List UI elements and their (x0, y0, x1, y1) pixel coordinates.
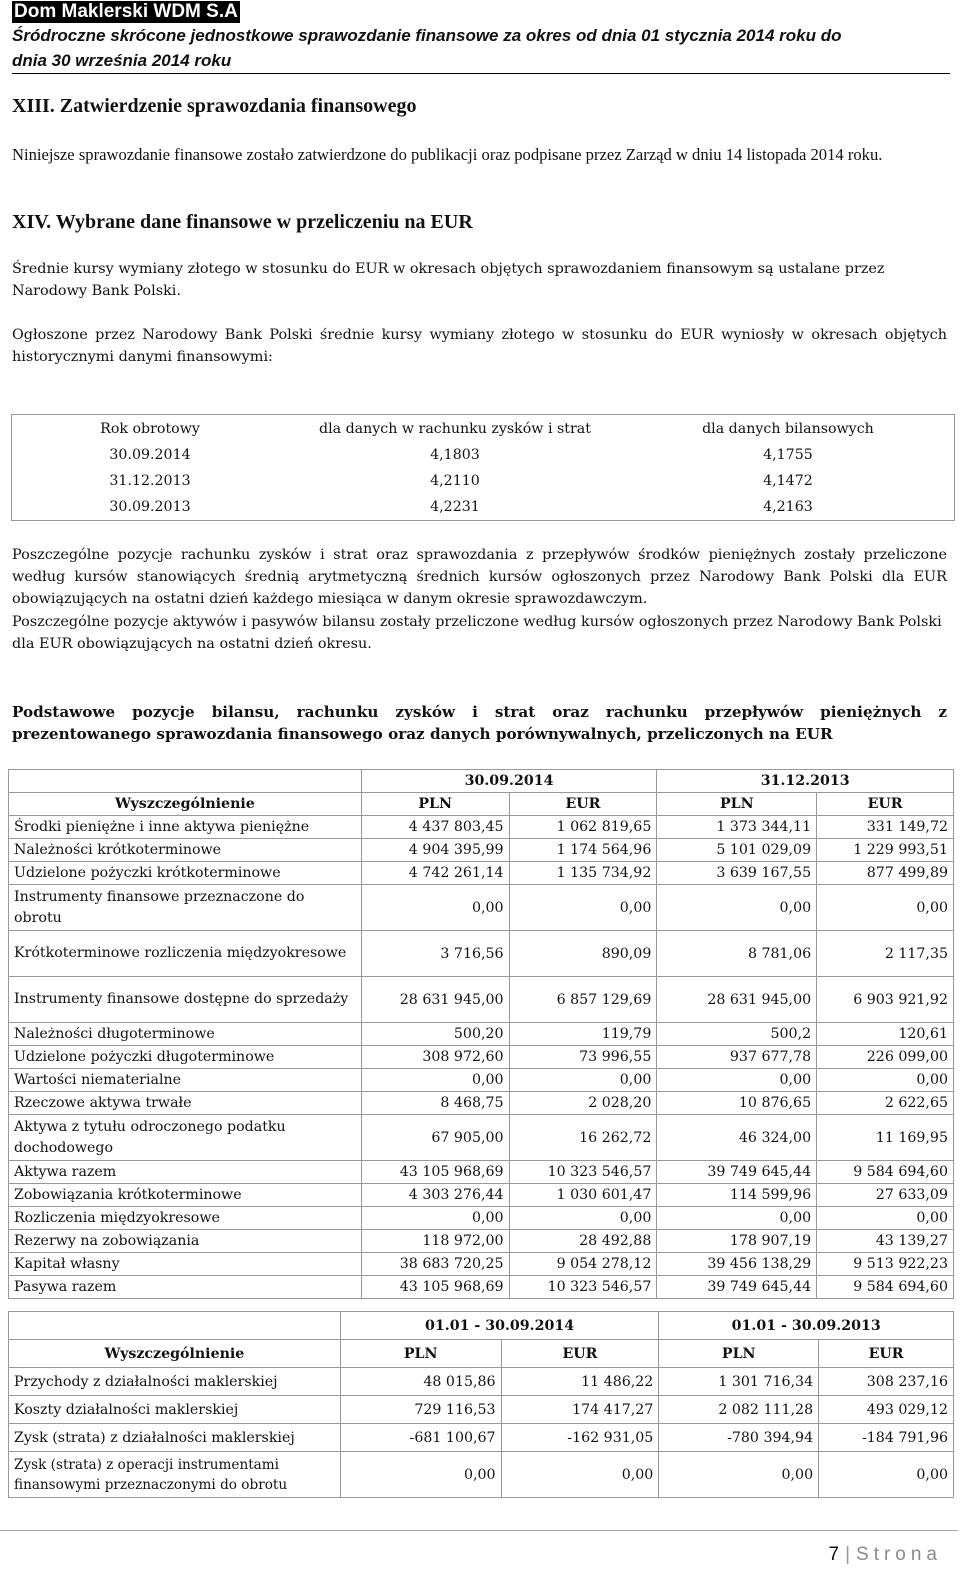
value-cell: 1 301 716,34 (659, 1368, 819, 1396)
value-cell: 4 742 261,14 (361, 862, 509, 885)
rates-cell: 4,1803 (430, 447, 480, 463)
rates-cell: 30.09.2013 (109, 499, 191, 515)
value-cell: 0,00 (361, 1069, 509, 1092)
period-header: 31.12.2013 (657, 770, 954, 793)
value-cell: 4 437 803,45 (361, 816, 509, 839)
table-row (9, 839, 954, 862)
value-cell: -162 931,05 (501, 1424, 659, 1452)
value-cell: 9 584 694,60 (817, 1161, 954, 1184)
value-cell: 0,00 (657, 1207, 817, 1230)
rates-header-row (12, 415, 955, 443)
value-cell: 27 633,09 (817, 1184, 954, 1207)
row-label: Aktywa razem (9, 1161, 362, 1184)
exchange-rates-table (11, 414, 955, 521)
row-label: Zobowiązania krótkoterminowe (9, 1184, 362, 1207)
value-cell: 16 262,72 (509, 1115, 657, 1161)
row-label: Instrumenty finansowe przeznaczone do obrotu (9, 885, 362, 931)
period-header-row (9, 1312, 954, 1340)
row-label: Rezerwy na zobowiązania (9, 1230, 362, 1253)
report-title-line1: Śródroczne skrócone jednostkowe sprawozdanie finansowe za okres od dnia 01 stycznia 2014 roku do (12, 26, 842, 45)
period-header-row (9, 770, 954, 793)
value-cell: 11 486,22 (501, 1368, 659, 1396)
rates-header-cell: dla danych bilansowych (702, 420, 874, 437)
table-row (9, 1253, 954, 1276)
row-label: Aktywa z tytułu odroczonego podatku dochodowego (9, 1115, 362, 1161)
row-label: Rozliczenia międzyokresowe (9, 1207, 362, 1230)
table-row (9, 816, 954, 839)
value-cell: 0,00 (509, 1207, 657, 1230)
currency-header-row (9, 1340, 954, 1368)
page-number: 7 (828, 1544, 840, 1565)
table-row (9, 1069, 954, 1092)
value-cell: 43 105 968,69 (361, 1161, 509, 1184)
income-statement-table (8, 1311, 954, 1498)
table-row (9, 1396, 954, 1424)
value-cell: 43 139,27 (817, 1230, 954, 1253)
value-cell: 0,00 (657, 1069, 817, 1092)
currency-header: EUR (509, 793, 657, 816)
rates-cell: 4,2110 (430, 473, 480, 489)
value-cell: 1 373 344,11 (657, 816, 817, 839)
period-header: 01.01 - 30.09.2014 (340, 1312, 659, 1340)
table-row (9, 1276, 954, 1299)
value-cell: 0,00 (509, 1069, 657, 1092)
footer-separator: | (845, 1544, 851, 1565)
value-cell: -184 791,96 (819, 1424, 954, 1452)
value-cell: 500,2 (657, 1023, 817, 1046)
value-cell: 46 324,00 (657, 1115, 817, 1161)
section-14-para4: Poszczególne pozycje aktywów i pasywów bilansu zostały przeliczone według kursów ogłoszonych przez Narodowy Bank Polski dla EUR obowiązujących na ostatni dzień okresu. (12, 614, 942, 652)
value-cell: 4 904 395,99 (361, 839, 509, 862)
value-cell: 2 082 111,28 (659, 1396, 819, 1424)
page-footer (829, 1544, 943, 1566)
rates-cell: 30.09.2014 (109, 447, 191, 463)
value-cell: 9 054 278,12 (509, 1253, 657, 1276)
value-cell: 9 584 694,60 (817, 1276, 954, 1299)
value-cell: 8 468,75 (361, 1092, 509, 1115)
table-row (9, 1115, 954, 1161)
table-row (12, 494, 955, 521)
value-cell: 0,00 (501, 1452, 659, 1498)
value-cell: 500,20 (361, 1023, 509, 1046)
rates-header-cell: Rok obrotowy (100, 420, 200, 437)
value-cell: 0,00 (340, 1452, 501, 1498)
value-cell: 1 174 564,96 (509, 839, 657, 862)
currency-header: EUR (819, 1340, 954, 1368)
value-cell: 5 101 029,09 (657, 839, 817, 862)
value-cell: 493 029,12 (819, 1396, 954, 1424)
value-cell: 39 456 138,29 (657, 1253, 817, 1276)
value-cell: 226 099,00 (817, 1046, 954, 1069)
value-cell: 10 323 546,57 (509, 1161, 657, 1184)
value-cell: 38 683 720,25 (361, 1253, 509, 1276)
column-header-description: Wyszczególnienie (9, 1340, 341, 1368)
row-label: Należności krótkoterminowe (9, 839, 362, 862)
footer-divider (0, 1530, 958, 1531)
value-cell: 120,61 (817, 1023, 954, 1046)
section-14-para2: Ogłoszone przez Narodowy Bank Polski średnie kursy wymiany złotego w stosunku do EUR wyniosły w okresach objętych historycznymi danymi finansowymi: (12, 327, 947, 365)
table-row (9, 931, 954, 977)
value-cell: 0,00 (657, 885, 817, 931)
header-divider (12, 73, 950, 74)
value-cell: 6 857 129,69 (509, 977, 657, 1023)
table-row (9, 862, 954, 885)
value-cell: 1 062 819,65 (509, 816, 657, 839)
table-row (9, 1452, 954, 1498)
blank-cell (9, 770, 362, 793)
section-14-para3: Poszczególne pozycje rachunku zysków i strat oraz sprawozdania z przepływów środków pieniężnych zostały przeliczone według kursów stanowiących średnią arytmetyczną średnich kursów ogłoszonych przez Narodowy Bank Polski dla EUR obowiązujących na ostatni dzień każdego miesiąca w danym okresie sprawozdawczym. (12, 547, 947, 607)
value-cell: 2 117,35 (817, 931, 954, 977)
value-cell: 890,09 (509, 931, 657, 977)
table-row (9, 1184, 954, 1207)
row-label: Środki pieniężne i inne aktywa pieniężne (9, 816, 362, 839)
value-cell: 6 903 921,92 (817, 977, 954, 1023)
value-cell: 3 716,56 (361, 931, 509, 977)
value-cell: 114 599,96 (657, 1184, 817, 1207)
value-cell: 28 631 945,00 (361, 977, 509, 1023)
currency-header: PLN (340, 1340, 501, 1368)
value-cell: 48 015,86 (340, 1368, 501, 1396)
row-label: Udzielone pożyczki długoterminowe (9, 1046, 362, 1069)
row-label: Pasywa razem (9, 1276, 362, 1299)
value-cell: 308 237,16 (819, 1368, 954, 1396)
value-cell: 43 105 968,69 (361, 1276, 509, 1299)
value-cell: 0,00 (817, 1207, 954, 1230)
table-row (12, 442, 955, 468)
row-label: Zysk (strata) z operacji instrumentami finansowymi przeznaczonymi do obrotu (9, 1452, 341, 1498)
section-14-heading: XIV. Wybrane dane finansowe w przeliczeniu na EUR (12, 211, 473, 233)
table-row (12, 468, 955, 494)
row-label: Przychody z działalności maklerskiej (9, 1368, 341, 1396)
value-cell: 2 028,20 (509, 1092, 657, 1115)
value-cell: 331 149,72 (817, 816, 954, 839)
row-label: Zysk (strata) z działalności maklerskiej (9, 1424, 341, 1452)
table-row (9, 1046, 954, 1069)
table-row (9, 977, 954, 1023)
row-label: Wartości niematerialne (9, 1069, 362, 1092)
value-cell: 73 996,55 (509, 1046, 657, 1069)
row-label: Udzielone pożyczki krótkoterminowe (9, 862, 362, 885)
value-cell: 2 622,65 (817, 1092, 954, 1115)
table-row (9, 1368, 954, 1396)
value-cell: 0,00 (659, 1452, 819, 1498)
value-cell: 10 323 546,57 (509, 1276, 657, 1299)
value-cell: 67 905,00 (361, 1115, 509, 1161)
row-label: Koszty działalności maklerskiej (9, 1396, 341, 1424)
period-header: 01.01 - 30.09.2013 (659, 1312, 954, 1340)
value-cell: 178 907,19 (657, 1230, 817, 1253)
value-cell: 1 229 993,51 (817, 839, 954, 862)
value-cell: 8 781,06 (657, 931, 817, 977)
column-header-description: Wyszczególnienie (9, 793, 362, 816)
value-cell: -780 394,94 (659, 1424, 819, 1452)
table-row (9, 1207, 954, 1230)
table-row (9, 1023, 954, 1046)
value-cell: 28 492,88 (509, 1230, 657, 1253)
value-cell: 174 417,27 (501, 1396, 659, 1424)
value-cell: 0,00 (817, 885, 954, 931)
currency-header: PLN (657, 793, 817, 816)
rates-header-cell: dla danych w rachunku zysków i strat (319, 420, 591, 437)
section-13-text: Niniejsze sprawozdanie finansowe zostało zatwierdzone do publikacji oraz podpisane przez Zarząd w dniu 14 listopada 2014 roku. (12, 145, 883, 164)
currency-header: EUR (817, 793, 954, 816)
value-cell: 119,79 (509, 1023, 657, 1046)
value-cell: 0,00 (817, 1069, 954, 1092)
currency-header: PLN (659, 1340, 819, 1368)
table-row (9, 1092, 954, 1115)
table-row (9, 885, 954, 931)
value-cell: 118 972,00 (361, 1230, 509, 1253)
section-14-para1: Średnie kursy wymiany złotego w stosunku do EUR w okresach objętych sprawozdaniem finansowym są ustalane przez Narodowy Bank Polski. (12, 261, 885, 299)
value-cell: 0,00 (819, 1452, 954, 1498)
value-cell: 4 303 276,44 (361, 1184, 509, 1207)
table-row (9, 1161, 954, 1184)
currency-header-row (9, 793, 954, 816)
value-cell: 3 639 167,55 (657, 862, 817, 885)
value-cell: 10 876,65 (657, 1092, 817, 1115)
row-label: Należności długoterminowe (9, 1023, 362, 1046)
value-cell: 877 499,89 (817, 862, 954, 885)
blank-cell (9, 1312, 341, 1340)
row-label: Krótkoterminowe rozliczenia międzyokresowe (9, 931, 362, 977)
summary-heading: Podstawowe pozycje bilansu, rachunku zysków i strat oraz rachunku przepływów pieniężnych z prezentowanego sprawozdania finansowego oraz danych porównywalnych, przeliczonych na EUR (12, 703, 947, 743)
currency-header: PLN (361, 793, 509, 816)
value-cell: 11 169,95 (817, 1115, 954, 1161)
section-13-heading: XIII. Zatwierdzenie sprawozdania finansowego (12, 95, 417, 117)
value-cell: 39 749 645,44 (657, 1276, 817, 1299)
row-label: Instrumenty finansowe dostępne do sprzedaży (9, 977, 362, 1023)
row-label: Kapitał własny (9, 1253, 362, 1276)
value-cell: 28 631 945,00 (657, 977, 817, 1023)
rates-cell: 4,1472 (763, 473, 813, 489)
value-cell: 729 116,53 (340, 1396, 501, 1424)
page-label: Strona (856, 1544, 942, 1565)
balance-sheet-table (8, 769, 954, 1299)
value-cell: 0,00 (361, 885, 509, 931)
value-cell: 9 513 922,23 (817, 1253, 954, 1276)
value-cell: 1 135 734,92 (509, 862, 657, 885)
page-header (12, 0, 950, 73)
table-row (9, 1424, 954, 1452)
value-cell: 0,00 (509, 885, 657, 931)
company-name: Dom Maklerski WDM S.A (14, 1, 238, 22)
table-row (9, 1230, 954, 1253)
rates-cell: 4,2163 (763, 499, 813, 515)
rates-cell: 4,1755 (763, 447, 813, 463)
value-cell: 937 677,78 (657, 1046, 817, 1069)
currency-header: EUR (501, 1340, 659, 1368)
value-cell: 0,00 (361, 1207, 509, 1230)
value-cell: 39 749 645,44 (657, 1161, 817, 1184)
period-header: 30.09.2014 (361, 770, 657, 793)
rates-cell: 4,2231 (430, 499, 480, 515)
rates-cell: 31.12.2013 (109, 473, 191, 489)
value-cell: -681 100,67 (340, 1424, 501, 1452)
row-label: Rzeczowe aktywa trwałe (9, 1092, 362, 1115)
report-title-line2: dnia 30 września 2014 roku (12, 51, 232, 70)
value-cell: 308 972,60 (361, 1046, 509, 1069)
value-cell: 1 030 601,47 (509, 1184, 657, 1207)
